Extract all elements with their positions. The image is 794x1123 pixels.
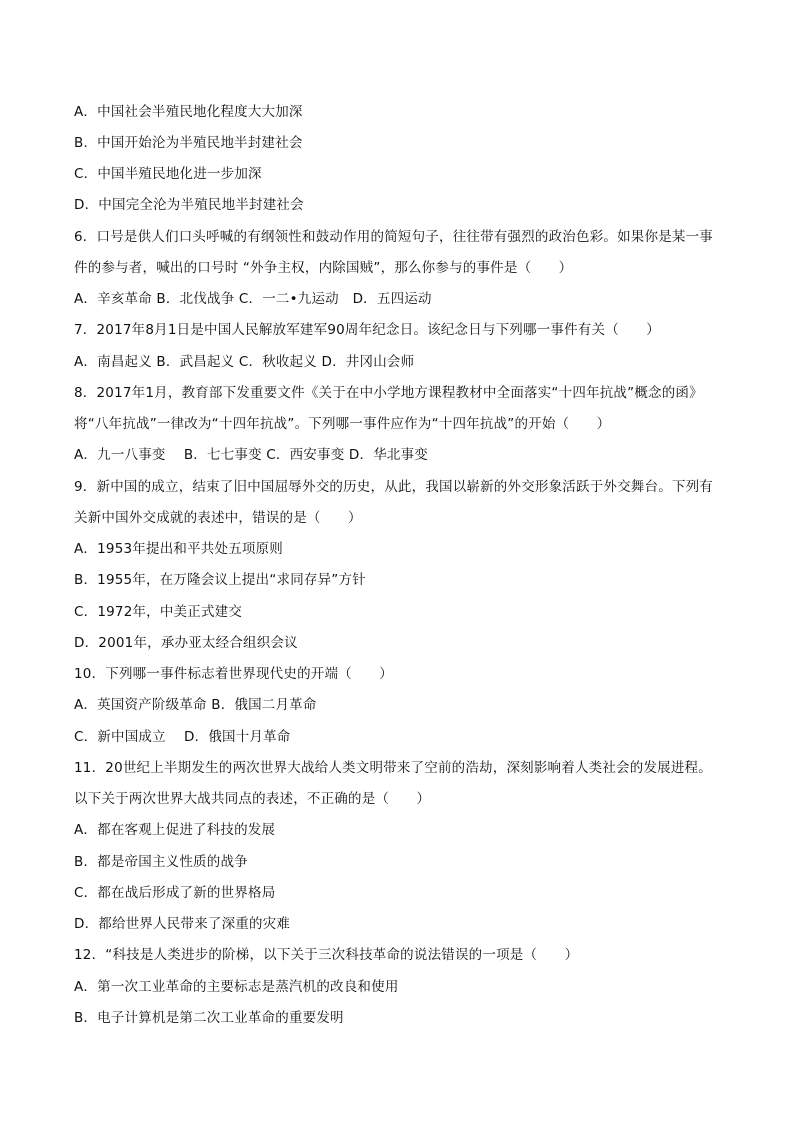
q10-options-cd: C．新中国成立 D．俄国十月革命 xyxy=(74,729,291,745)
q11-option-c: C．都在战后形成了新的世界格局 xyxy=(74,885,276,901)
q11-stem-line2: 以下关于两次世界大战共同点的表述，不正确的是（ ） xyxy=(74,791,431,807)
q5-option-c: C．中国半殖民地化进一步加深 xyxy=(74,166,262,182)
q9-option-d: D．2001年，承办亚太经合组织会议 xyxy=(74,635,298,651)
q12-option-b: B．电子计算机是第二次工业革命的重要发明 xyxy=(74,1010,344,1026)
q8-options: A．九一八事变 B．七七事变 C．西安事变 D．华北事变 xyxy=(74,447,428,463)
q9-option-b: B．1955年，在万隆会议上提出“求同存异”方针 xyxy=(74,572,366,588)
q11-option-d: D．都给世界人民带来了深重的灾难 xyxy=(74,916,291,932)
q9-stem-line1: 9．新中国的成立，结束了旧中国屈辱外交的历史，从此，我国以崭新的外交形象活跃于外交舞台。下列有 xyxy=(74,479,713,495)
q8-stem-line1: 8．2017年1月，教育部下发重要文件《关于在中小学地方课程教材中全面落实“十四年抗战”概念的函》 xyxy=(74,385,703,401)
q5-option-b: B．中国开始沦为半殖民地半封建社会 xyxy=(74,135,303,151)
q12-option-a: A．第一次工业革命的主要标志是蒸汽机的改良和使用 xyxy=(74,979,399,995)
q9-option-c: C．1972年，中美正式建交 xyxy=(74,604,243,620)
q5-option-d: D．中国完全沦为半殖民地半封建社会 xyxy=(74,197,304,213)
q9-stem-line2: 关新中国外交成就的表述中，错误的是（ ） xyxy=(74,510,362,526)
q6-options: A．辛亥革命 B．北伐战争 C．一二•九运动 D．五四运动 xyxy=(74,291,432,307)
q7-stem: 7．2017年8月1日是中国人民解放军建军90周年纪念日。该纪念日与下列哪一事件有关（ ） xyxy=(74,322,661,338)
q12-stem: 12．“科技是人类进步的阶梯，以下关于三次科技革命的说法错误的一项是（ ） xyxy=(74,947,579,963)
q11-option-a: A．都在客观上促进了科技的发展 xyxy=(74,822,276,838)
q6-stem-line1: 6．口号是供人们口头呼喊的有纲领性和鼓动作用的简短句子，往往带有强烈的政治色彩。如果你是某一事 xyxy=(74,229,713,245)
q10-stem: 10．下列哪一事件标志着世界现代史的开端（ ） xyxy=(74,666,393,682)
q9-option-a: A．1953年提出和平共处五项原则 xyxy=(74,541,283,557)
q8-stem-line2: 将“八年抗战”一律改为“十四年抗战”。下列哪一事件应作为“十四年抗战”的开始（ ） xyxy=(74,416,611,432)
q10-options-ab: A．英国资产阶级革命 B．俄国二月革命 xyxy=(74,697,317,713)
q6-stem-line2: 件的参与者，喊出的口号时 “外争主权，内除国贼”，那么你参与的事件是（ ） xyxy=(74,260,573,276)
q11-option-b: B．都是帝国主义性质的战争 xyxy=(74,854,248,870)
q11-stem-line1: 11．20世纪上半期发生的两次世界大战给人类文明带来了空前的浩劫，深刻影响着人类社会的发展进程。 xyxy=(74,760,712,776)
q7-options: A．南昌起义 B．武昌起义 C．秋收起义 D．井冈山会师 xyxy=(74,354,415,370)
q5-option-a: A．中国社会半殖民地化程度大大加深 xyxy=(74,104,303,120)
